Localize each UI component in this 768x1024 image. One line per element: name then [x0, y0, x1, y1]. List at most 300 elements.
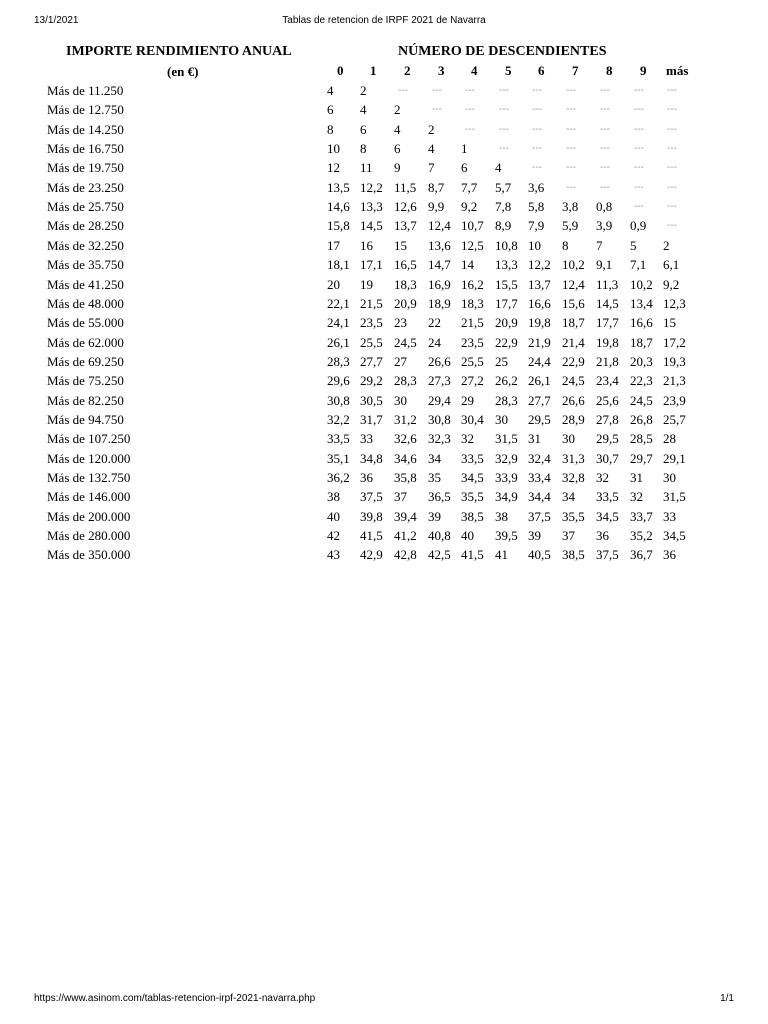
table-cell: 28,3	[394, 373, 417, 389]
table-cell: 19	[360, 276, 373, 292]
table-cell: ---	[667, 123, 677, 135]
table-cell: 22,3	[630, 373, 653, 389]
table-cell: 9,2	[663, 276, 680, 292]
table-cell: 4	[428, 141, 435, 157]
table-cell: 29,6	[327, 373, 350, 389]
table-cell: 17,2	[663, 334, 686, 350]
table-cell: 17,7	[596, 315, 619, 331]
table-cell: 32	[596, 470, 609, 485]
column-header: 9	[640, 63, 647, 78]
row-label: Más de 94.750	[47, 411, 124, 427]
table-cell: 16,6	[630, 315, 653, 331]
table-cell: 31,2	[394, 411, 417, 427]
row-label: Más de 28.250	[47, 218, 124, 234]
table-cell: 8	[327, 121, 334, 137]
table-cell: 14,7	[428, 257, 451, 273]
table-cell: 0,8	[596, 199, 613, 215]
print-page-number: 1/1	[720, 993, 734, 1004]
table-cell: ---	[398, 85, 408, 96]
print-page-title: Tablas de retencion de IRPF 2021 de Navarra	[282, 15, 486, 26]
table-cell: 26,6	[428, 353, 451, 369]
table-cell: 2	[394, 102, 401, 118]
table-cell: 37,5	[528, 508, 551, 524]
table-cell: 29,2	[360, 373, 383, 389]
table-cell: 24,4	[528, 353, 551, 369]
table-cell: ---	[600, 123, 610, 135]
table-cell: 21,5	[360, 295, 383, 311]
table-cell: ---	[600, 85, 610, 96]
table-cell: 5	[630, 237, 637, 253]
table-cell: 9	[394, 160, 401, 176]
table-cell: 30	[495, 411, 508, 427]
table-cell: 34	[562, 489, 575, 505]
table-cell: 16,9	[428, 276, 451, 292]
table-cell: 4	[394, 121, 401, 137]
table-cell: 19,8	[528, 315, 551, 331]
table-cell: 31,7	[360, 411, 383, 427]
table-cell: 13,4	[630, 295, 653, 311]
table-cell: 27,7	[528, 392, 551, 408]
table-cell: 22,9	[562, 353, 585, 369]
table-cell: 25,5	[461, 353, 484, 369]
table-cell: ---	[566, 123, 576, 135]
table-cell: ---	[532, 85, 542, 96]
table-cell: 32,6	[394, 431, 417, 447]
table-cell: ---	[465, 123, 475, 135]
table-cell: 10	[528, 237, 541, 253]
table-cell: 31,5	[495, 431, 518, 447]
table-cell: 27,2	[461, 373, 484, 389]
table-cell: 24	[428, 334, 441, 350]
table-cell: ---	[532, 162, 542, 174]
table-cell: 12,6	[394, 199, 417, 215]
table-cell: 18,7	[562, 315, 585, 331]
table-cell: 37,5	[596, 547, 619, 563]
table-cell: 25,7	[663, 411, 686, 427]
table-cell: ---	[634, 162, 644, 174]
table-cell: 21,3	[663, 373, 686, 389]
table-cell: 24,5	[394, 334, 417, 350]
table-cell: 16,6	[528, 295, 551, 311]
table-cell: 30	[663, 470, 676, 485]
table-cell: 23	[394, 315, 407, 331]
table-cell: 40	[461, 528, 474, 544]
table-cell: 36	[663, 547, 676, 563]
column-header: 2	[404, 63, 411, 78]
table-cell: 13,3	[360, 199, 383, 215]
table-cell: 31	[630, 470, 643, 485]
table-cell: 6	[394, 141, 401, 157]
table-cell: 31	[528, 431, 541, 447]
table-cell: 34,8	[360, 450, 383, 466]
table-cell: 29,5	[596, 431, 619, 447]
table-cell: 18,3	[394, 276, 417, 292]
table-cell: 40	[327, 508, 340, 524]
table-cell: 28,9	[562, 411, 585, 427]
table-cell: ---	[634, 123, 644, 135]
print-url: https://www.asinom.com/tablas-retencion-irpf-2021-navarra.php	[34, 993, 316, 1004]
table-cell: 35,8	[394, 470, 417, 485]
table-cell: 14,6	[327, 199, 350, 215]
table-cell: 32,3	[428, 431, 451, 447]
column-header: 8	[606, 63, 613, 78]
table-cell: 15,8	[327, 218, 350, 234]
table-cell: 17,1	[360, 257, 383, 273]
table-cell: 20,9	[394, 295, 417, 311]
table-cell: 37,5	[360, 489, 383, 505]
table-cell: 13,6	[428, 237, 451, 253]
table-cell: 27	[394, 353, 407, 369]
table-cell: 28,3	[495, 392, 518, 408]
table-cell: 27,7	[360, 353, 383, 369]
row-label: Más de 32.250	[47, 237, 124, 253]
table-cell: 29,5	[528, 411, 551, 427]
table-cell: ---	[532, 143, 542, 155]
table-cell: 42	[327, 528, 340, 544]
table-cell: 36	[596, 528, 609, 544]
table-cell: ---	[634, 85, 644, 96]
table-cell: 33,5	[327, 431, 350, 447]
table-cell: 41,5	[360, 528, 383, 544]
column-header: 7	[572, 63, 579, 78]
table-cell: 13,5	[327, 179, 350, 195]
table-cell: 42,8	[394, 547, 417, 563]
table-cell: 14	[461, 257, 474, 273]
row-label: Más de 12.750	[47, 102, 124, 118]
table-cell: 15	[394, 237, 407, 253]
table-cell: 11,5	[394, 179, 417, 195]
table-cell: 32	[630, 489, 643, 505]
table-cell: 36,2	[327, 470, 350, 485]
table-cell: 23,4	[596, 373, 619, 389]
row-label: Más de 82.250	[47, 392, 124, 408]
table-cell: 18,7	[630, 334, 653, 350]
table-cell: 1	[461, 141, 468, 157]
table-cell: 35,2	[630, 528, 653, 544]
column-header: 5	[505, 63, 512, 78]
table-cell: 42,9	[360, 547, 383, 563]
table-cell: 33,9	[495, 470, 518, 485]
table-cell: 22,9	[495, 334, 518, 350]
table-cell: 23,5	[360, 315, 383, 331]
table-cell: 6	[461, 160, 468, 176]
table-cell: 8	[562, 237, 569, 253]
table-cell: 29,4	[428, 392, 451, 408]
row-label: Más de 41.250	[47, 276, 124, 292]
table-cell: 7,7	[461, 179, 478, 195]
table-cell: 35,5	[461, 489, 484, 505]
table-cell: 28,3	[327, 353, 350, 369]
table-cell: 17	[327, 237, 340, 253]
table-cell: 15	[663, 315, 676, 331]
row-label: Más de 107.250	[47, 431, 131, 447]
table-cell: ---	[499, 104, 509, 116]
table-cell: 33	[360, 431, 373, 447]
table-cell: 37	[562, 528, 575, 544]
table-cell: 38,5	[562, 547, 585, 563]
table-cell: 29,1	[663, 450, 686, 466]
table-cell: 38	[495, 508, 508, 524]
table-cell: 10,2	[630, 276, 653, 292]
row-label: Más de 120.000	[47, 450, 131, 466]
table-cell: 4	[360, 102, 367, 118]
table-cell: 33,7	[630, 508, 653, 524]
table-cell: 29,7	[630, 450, 653, 466]
table-cell: 31,5	[663, 489, 686, 505]
table-cell: 24,5	[562, 373, 585, 389]
column-header: 0	[337, 63, 344, 78]
table-cell: ---	[532, 104, 542, 116]
row-label: Más de 35.750	[47, 257, 124, 273]
table-cell: ---	[667, 181, 677, 193]
table-cell: 25,6	[596, 392, 619, 408]
table-cell: ---	[499, 123, 509, 135]
table-cell: 32	[461, 431, 474, 447]
table-cell: 39,5	[495, 528, 518, 544]
table-cell: 30,8	[428, 411, 451, 427]
table-cell: 5,8	[528, 199, 545, 215]
table-cell: 21,9	[528, 334, 551, 350]
table-cell: 33	[663, 508, 676, 524]
table-cell: 18,3	[461, 295, 484, 311]
table-cell: 36,5	[428, 489, 451, 505]
table-cell: 2	[428, 121, 435, 137]
table-cell: 30,8	[327, 392, 350, 408]
table-cell: ---	[667, 85, 677, 96]
table-cell: 16	[360, 237, 373, 253]
table-cell: 21,8	[596, 353, 619, 369]
table-cell: 10,7	[461, 218, 484, 234]
table-cell: 9,2	[461, 199, 478, 215]
table-cell: ---	[532, 123, 542, 135]
table-cell: 32,2	[327, 411, 350, 427]
table-cell: 41,2	[394, 528, 417, 544]
table-cell: ---	[634, 181, 644, 193]
table-cell: 6	[360, 121, 367, 137]
table-cell: 30,7	[596, 450, 619, 466]
table-cell: 10,8	[495, 237, 518, 253]
table-cell: 3,8	[562, 199, 579, 215]
table-cell: 34,9	[495, 489, 518, 505]
table-cell: 5,7	[495, 179, 512, 195]
table-cell: ---	[667, 104, 677, 116]
table-cell: ---	[432, 104, 442, 116]
table-cell: ---	[600, 181, 610, 193]
table-cell: 17,7	[495, 295, 518, 311]
table-cell: 14,5	[360, 218, 383, 234]
table-cell: 8	[360, 141, 367, 157]
table-cell: 12,2	[528, 257, 551, 273]
table-cell: 15,5	[495, 276, 518, 292]
table-cell: 7	[596, 237, 603, 253]
table-cell: 24,5	[630, 392, 653, 408]
table-cell: 6,1	[663, 257, 680, 273]
table-cell: 18,9	[428, 295, 451, 311]
header-income: IMPORTE RENDIMIENTO ANUAL	[66, 44, 292, 59]
table-cell: 32,9	[495, 450, 518, 466]
row-label: Más de 11.250	[47, 83, 124, 98]
table-cell: 7,1	[630, 257, 647, 273]
column-header: 6	[538, 63, 545, 78]
table-cell: 35,5	[562, 508, 585, 524]
table-cell: 8,9	[495, 218, 512, 234]
table-cell: 25,5	[360, 334, 383, 350]
table-cell: 26,6	[562, 392, 585, 408]
table-cell: ---	[667, 201, 677, 213]
header-income-unit: (en €)	[167, 64, 199, 79]
table-cell: 21,4	[562, 334, 585, 350]
table-cell: ---	[600, 143, 610, 155]
table-cell: 10,2	[562, 257, 585, 273]
column-header: 3	[438, 63, 445, 78]
row-label: Más de 62.000	[47, 334, 124, 350]
table-cell: 10	[327, 141, 340, 157]
row-label: Más de 14.250	[47, 121, 124, 137]
row-label: Más de 69.250	[47, 353, 124, 369]
table-cell: 19,3	[663, 353, 686, 369]
table-cell: ---	[499, 85, 509, 96]
table-cell: 36	[360, 470, 373, 485]
table-cell: 30	[394, 392, 407, 408]
table-cell: ---	[634, 104, 644, 116]
table-cell: 12,5	[461, 237, 484, 253]
table-cell: 22,1	[327, 295, 350, 311]
table-cell: ---	[566, 181, 576, 193]
table-cell: 34,5	[596, 508, 619, 524]
table-cell: 28	[663, 431, 676, 447]
row-label: Más de 200.000	[47, 508, 131, 524]
row-label: Más de 55.000	[47, 315, 124, 331]
table-cell: 38	[327, 489, 340, 505]
table-cell: 23,5	[461, 334, 484, 350]
table-cell: 41	[495, 547, 508, 563]
table-cell: 7,9	[528, 218, 545, 234]
table-cell: 39	[528, 528, 541, 544]
table-cell: ---	[432, 85, 442, 96]
table-cell: 34,5	[461, 470, 484, 485]
table-cell: ---	[667, 143, 677, 155]
table-cell: 34,4	[528, 489, 551, 505]
table-cell: 26,2	[495, 373, 518, 389]
table-cell: 12,2	[360, 179, 383, 195]
table-cell: 38,5	[461, 508, 484, 524]
table-cell: 42,5	[428, 547, 451, 563]
table-cell: 28,5	[630, 431, 653, 447]
table-cell: 12,4	[562, 276, 585, 292]
table-cell: 9,9	[428, 199, 445, 215]
table-cell: 0,9	[630, 218, 647, 234]
table-cell: 19,8	[596, 334, 619, 350]
table-cell: 35,1	[327, 450, 350, 466]
table-cell: 15,6	[562, 295, 585, 311]
table-cell: 8,7	[428, 179, 445, 195]
table-cell: 43	[327, 547, 340, 563]
column-header: 1	[370, 63, 377, 78]
table-cell: ---	[667, 220, 677, 232]
table-cell: ---	[634, 143, 644, 155]
print-date: 13/1/2021	[34, 15, 79, 26]
table-cell: 34,5	[663, 528, 686, 544]
table-cell: 12,4	[428, 218, 451, 234]
table-cell: 39	[428, 508, 441, 524]
table-cell: 13,7	[394, 218, 417, 234]
table-cell: 2	[663, 237, 670, 253]
table-cell: 13,3	[495, 257, 518, 273]
table-cell: 16,5	[394, 257, 417, 273]
table-cell: 2	[360, 83, 367, 98]
table-cell: 40,5	[528, 547, 551, 563]
table-cell: 27,3	[428, 373, 451, 389]
table-cell: 41,5	[461, 547, 484, 563]
table-cell: 6	[327, 102, 334, 118]
table-cell: 36,7	[630, 547, 653, 563]
table-cell: 24,1	[327, 315, 350, 331]
table-cell: 3,9	[596, 218, 613, 234]
table-cell: 30,5	[360, 392, 383, 408]
table-cell: 16,2	[461, 276, 484, 292]
row-label: Más de 75.250	[47, 373, 124, 389]
table-cell: 7	[428, 160, 435, 176]
table-cell: 18,1	[327, 257, 350, 273]
table-cell: 33,4	[528, 470, 551, 485]
table-cell: 25	[495, 353, 508, 369]
table-cell: 12,3	[663, 295, 686, 311]
table-cell: 33,5	[596, 489, 619, 505]
table-cell: 30	[562, 431, 575, 447]
table-cell: 23,9	[663, 392, 686, 408]
table-cell: 35	[428, 470, 441, 485]
row-label: Más de 48.000	[47, 295, 124, 311]
table-cell: ---	[566, 162, 576, 174]
table-cell: 11	[360, 160, 373, 176]
table-cell: 4	[327, 83, 334, 98]
table-cell: 7,8	[495, 199, 512, 215]
table-cell: 3,6	[528, 179, 545, 195]
table-cell: 37	[394, 489, 407, 505]
table-cell: 11,3	[596, 276, 619, 292]
table-cell: 13,7	[528, 276, 551, 292]
table-cell: ---	[465, 104, 475, 116]
row-label: Más de 350.000	[47, 547, 131, 563]
table-cell: 33,5	[461, 450, 484, 466]
row-label: Más de 132.750	[47, 470, 131, 485]
table-cell: 4	[495, 160, 502, 176]
column-header: más	[666, 63, 689, 78]
table-cell: 34	[428, 450, 441, 466]
table-cell: 31,3	[562, 450, 585, 466]
table-cell: 5,9	[562, 218, 579, 234]
row-label: Más de 25.750	[47, 199, 124, 215]
table-cell: 40,8	[428, 528, 451, 544]
table-cell: ---	[465, 85, 475, 96]
table-cell: 39,4	[394, 508, 417, 524]
table-cell: ---	[566, 104, 576, 116]
table-cell: 12	[327, 160, 340, 176]
table-cell: 14,5	[596, 295, 619, 311]
row-label: Más de 19.750	[47, 160, 124, 176]
table-cell: ---	[499, 143, 509, 155]
table-cell: 39,8	[360, 508, 383, 524]
table-cell: 29	[461, 392, 474, 408]
table-cell: 21,5	[461, 315, 484, 331]
row-label: Más de 16.750	[47, 141, 124, 157]
table-cell: 9,1	[596, 257, 613, 273]
table-cell: 22	[428, 315, 441, 331]
table-cell: ---	[600, 104, 610, 116]
table-cell: ---	[600, 162, 610, 174]
table-cell: ---	[634, 201, 644, 213]
table-cell: 20,9	[495, 315, 518, 331]
